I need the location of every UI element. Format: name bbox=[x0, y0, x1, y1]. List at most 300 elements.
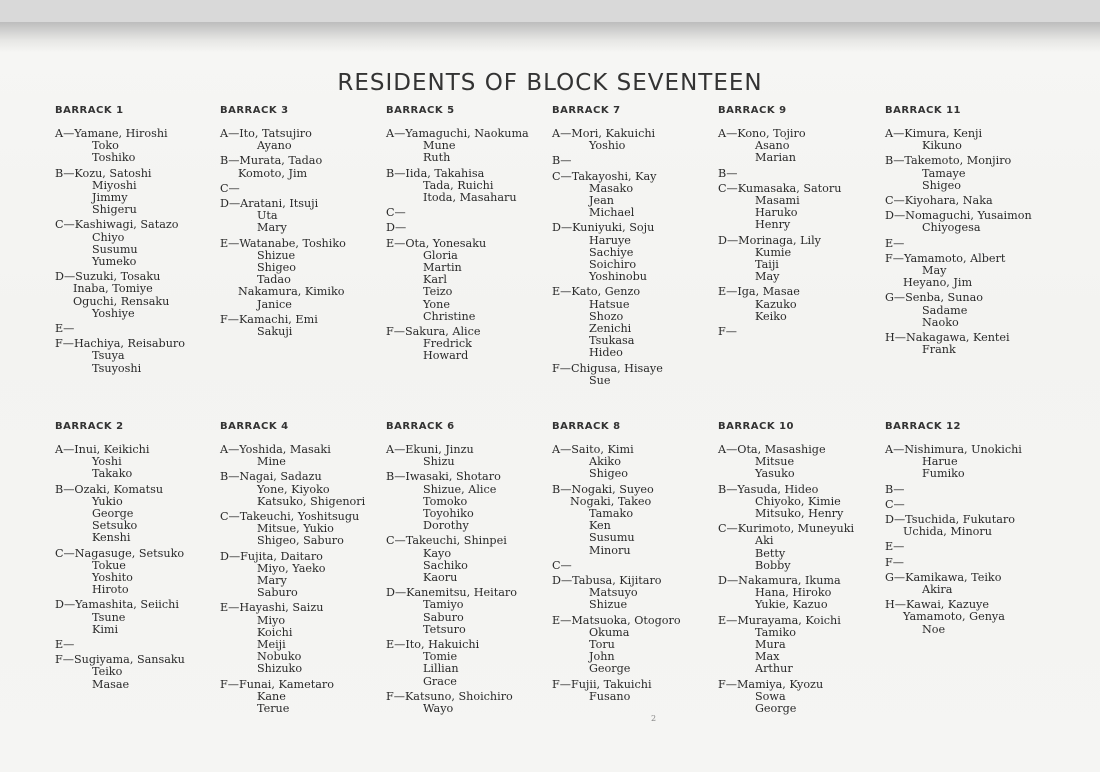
barrack-block bbox=[552, 105, 722, 390]
page-mark: 2 bbox=[651, 714, 657, 723]
resident-name: Zenichi bbox=[589, 322, 632, 336]
resident-name: Chiyoko, Kimie bbox=[755, 494, 841, 508]
resident-name: Harue bbox=[922, 455, 958, 469]
resident-name: Naoko bbox=[922, 315, 959, 329]
resident-name: Kikuno bbox=[922, 139, 962, 153]
resident-name: May bbox=[755, 270, 780, 284]
apartment-head: G—Kamikawa, Teiko bbox=[885, 570, 1002, 584]
apartment-entry bbox=[885, 195, 1055, 207]
apartment-head: F—Mamiya, Kyozu bbox=[718, 677, 824, 691]
apartment-entry bbox=[552, 222, 722, 283]
apartment-head: E—Kato, Genzo bbox=[552, 285, 641, 299]
resident-name: Sue bbox=[589, 373, 611, 387]
apartment-entry bbox=[386, 691, 556, 715]
apartment-head: D—Nakamura, Ikuma bbox=[718, 574, 841, 588]
apartment-entry bbox=[718, 484, 888, 521]
resident-name: Yoshinobu bbox=[589, 270, 647, 284]
apartment-head: B—Iwasaki, Shotaro bbox=[386, 470, 501, 484]
resident-name: Susumu bbox=[92, 242, 138, 256]
barrack-heading: BARRACK 2 bbox=[55, 421, 124, 432]
apartment-head: A—Ota, Masashige bbox=[718, 443, 826, 456]
apartment-entry bbox=[220, 238, 390, 311]
apartment-entry bbox=[885, 155, 1055, 192]
apartment-entry bbox=[885, 210, 1055, 234]
apartment-entry bbox=[718, 575, 888, 612]
barrack-block bbox=[220, 105, 390, 341]
resident-name: Marian bbox=[755, 151, 796, 165]
apartment-entry bbox=[220, 602, 390, 675]
apartment-head: B— bbox=[885, 482, 905, 496]
barrack-block bbox=[885, 105, 1055, 359]
apartment-entry bbox=[386, 222, 556, 234]
resident-surname-line: Yamamoto, Genya bbox=[903, 610, 1005, 624]
resident-name: George bbox=[589, 662, 631, 676]
resident-name: Tamako bbox=[589, 507, 634, 521]
barrack-heading: BARRACK 6 bbox=[386, 421, 455, 432]
resident-name: Tetsuro bbox=[423, 622, 466, 636]
apartment-head: D—Tsuchida, Fukutaro bbox=[885, 513, 1015, 527]
apartment-entry bbox=[552, 484, 722, 557]
apartment-entry bbox=[718, 615, 888, 676]
resident-surname-line: Komoto, Jim bbox=[238, 166, 308, 180]
resident-name: Tamiyo bbox=[423, 598, 464, 612]
resident-name: Mitsuko, Henry bbox=[755, 507, 844, 521]
apartment-head: C—Kashiwagi, Satazo bbox=[55, 218, 179, 232]
resident-name: Toko bbox=[92, 139, 119, 153]
apartment-head: F—Yamamoto, Albert bbox=[885, 251, 1006, 265]
resident-name: Takako bbox=[92, 467, 133, 481]
apartment-entry bbox=[386, 639, 556, 688]
resident-name: Betty bbox=[755, 546, 786, 560]
resident-name: Mura bbox=[755, 638, 786, 652]
apartment-entry bbox=[885, 484, 1055, 496]
resident-name: Masako bbox=[589, 181, 634, 195]
apartment-entry bbox=[220, 128, 390, 152]
resident-name: Shigeo bbox=[922, 178, 961, 192]
resident-name: May bbox=[922, 264, 947, 278]
apartment-head: A—Nishimura, Unokichi bbox=[885, 443, 1022, 456]
resident-name: Nobuko bbox=[257, 650, 302, 664]
barrack-block bbox=[55, 105, 225, 378]
apartment-head: D—Yamashita, Seiichi bbox=[55, 598, 179, 612]
apartment-entry bbox=[552, 155, 722, 167]
resident-name: Wayo bbox=[423, 702, 454, 716]
resident-name: Tsukasa bbox=[589, 334, 635, 348]
apartment-entry bbox=[552, 171, 722, 220]
apartment-head: C—Kiyohara, Naka bbox=[885, 194, 993, 208]
resident-name: Sachiye bbox=[589, 245, 634, 259]
resident-name: Yumeko bbox=[92, 255, 137, 269]
apartment-head: B—Murata, Tadao bbox=[220, 154, 323, 168]
resident-name: Haruko bbox=[755, 206, 798, 220]
apartment-head: D—Aratani, Itsuji bbox=[220, 197, 319, 211]
resident-name: Dorothy bbox=[423, 519, 469, 533]
apartment-entry bbox=[718, 183, 888, 232]
apartment-entry bbox=[386, 207, 556, 219]
apartment-entry bbox=[718, 326, 888, 338]
resident-name: Janice bbox=[257, 297, 292, 311]
apartment-head: C— bbox=[386, 206, 406, 220]
apartment-head: C— bbox=[552, 558, 572, 572]
apartment-entry bbox=[718, 128, 888, 165]
barrack-heading: BARRACK 3 bbox=[220, 105, 289, 116]
apartment-head: E—Watanabe, Toshiko bbox=[220, 236, 346, 250]
resident-name: Jean bbox=[589, 194, 614, 208]
apartment-head: D—Suzuki, Tosaku bbox=[55, 270, 161, 284]
resident-name: Taiji bbox=[755, 258, 779, 272]
barrack-heading: BARRACK 9 bbox=[718, 105, 787, 116]
apartment-head: E— bbox=[885, 236, 905, 250]
resident-name: Terue bbox=[257, 702, 290, 716]
apartment-head: F—Sugiyama, Sansaku bbox=[55, 653, 185, 667]
apartment-entry bbox=[885, 599, 1055, 636]
resident-name: Shigeo, Saburo bbox=[257, 534, 344, 548]
apartment-head: G—Senba, Sunao bbox=[885, 291, 984, 305]
apartment-head: B— bbox=[718, 166, 738, 180]
apartment-entry bbox=[55, 271, 225, 320]
apartment-head: B—Nogaki, Suyeo bbox=[552, 482, 654, 496]
resident-name: Mitsue bbox=[755, 455, 795, 469]
resident-name: Howard bbox=[423, 349, 469, 363]
resident-name: Kimi bbox=[92, 622, 119, 636]
barrack-block bbox=[55, 421, 225, 694]
apartment-entry bbox=[718, 523, 888, 572]
apartment-entry bbox=[55, 484, 225, 545]
apartment-head: F—Hachiya, Reisaburo bbox=[55, 337, 186, 351]
barrack-heading: BARRACK 8 bbox=[552, 421, 621, 432]
apartment-head: F— bbox=[718, 325, 737, 339]
apartment-head: F—Funai, Kametaro bbox=[220, 677, 334, 691]
barrack-heading: BARRACK 5 bbox=[386, 105, 455, 116]
resident-name: Yukio bbox=[92, 494, 123, 508]
apartment-entry bbox=[718, 235, 888, 284]
barrack-heading: BARRACK 7 bbox=[552, 105, 621, 116]
apartment-head: D—Fujita, Daitaro bbox=[220, 549, 323, 563]
apartment-head: D—Tabusa, Kijitaro bbox=[552, 574, 662, 588]
apartment-head: C— bbox=[220, 181, 240, 195]
resident-name: Chiyo bbox=[92, 230, 125, 244]
apartment-head: E—Hayashi, Saizu bbox=[220, 601, 324, 615]
apartment-head: E— bbox=[885, 540, 905, 554]
apartment-entry bbox=[718, 679, 888, 716]
apartment-entry bbox=[885, 128, 1055, 152]
resident-name: Ruth bbox=[423, 151, 451, 165]
apartment-entry bbox=[55, 338, 225, 375]
resident-surname-line: Inaba, Tomiye bbox=[73, 282, 153, 296]
apartment-entry bbox=[552, 286, 722, 359]
apartment-entry bbox=[885, 238, 1055, 250]
resident-name: Tsune bbox=[92, 610, 126, 624]
apartment-entry bbox=[552, 615, 722, 676]
apartment-head: E—Murayama, Koichi bbox=[718, 613, 841, 627]
resident-name: Miyo bbox=[257, 613, 286, 627]
apartment-entry bbox=[885, 499, 1055, 511]
resident-name: Hideo bbox=[589, 346, 623, 360]
barrack-block bbox=[386, 421, 556, 718]
apartment-head: D—Kanemitsu, Heitaro bbox=[386, 586, 517, 600]
resident-name: Arthur bbox=[755, 662, 793, 676]
resident-name: Kane bbox=[257, 689, 286, 703]
resident-name: Yoshiye bbox=[92, 306, 135, 320]
apartment-entry bbox=[55, 548, 225, 597]
resident-name: Yone, Kiyoko bbox=[257, 482, 330, 496]
apartment-head: F— bbox=[885, 555, 904, 569]
resident-name: Mine bbox=[257, 455, 286, 469]
apartment-entry bbox=[386, 444, 556, 468]
resident-name: Christine bbox=[423, 309, 476, 323]
resident-name: Ken bbox=[589, 519, 611, 533]
apartment-entry bbox=[55, 323, 225, 335]
barrack-heading: BARRACK 12 bbox=[885, 421, 961, 432]
resident-name: Fumiko bbox=[922, 467, 965, 481]
apartment-entry bbox=[552, 128, 722, 152]
apartment-entry bbox=[552, 444, 722, 481]
resident-name: Tsuya bbox=[92, 349, 125, 363]
resident-name: Yukie, Kazuo bbox=[755, 598, 828, 612]
resident-name: Shizue bbox=[257, 248, 296, 262]
apartment-entry bbox=[386, 471, 556, 532]
resident-name: Yoshi bbox=[92, 455, 122, 469]
resident-name: Kayo bbox=[423, 546, 452, 560]
resident-name: Tomie bbox=[423, 650, 458, 664]
apartment-entry bbox=[386, 326, 556, 363]
resident-name: Noe bbox=[922, 622, 946, 636]
barrack-block bbox=[718, 105, 888, 341]
resident-name: Kazuko bbox=[755, 297, 797, 311]
apartment-head: A—Mori, Kakuichi bbox=[552, 127, 656, 140]
apartment-entry bbox=[55, 168, 225, 217]
apartment-entry bbox=[55, 599, 225, 636]
apartment-entry bbox=[55, 219, 225, 268]
apartment-head: A—Kono, Tojiro bbox=[718, 127, 806, 140]
apartment-head: D—Kuniyuki, Soju bbox=[552, 221, 655, 235]
apartment-head: F—Kamachi, Emi bbox=[220, 312, 318, 326]
resident-name: Shigeru bbox=[92, 203, 137, 217]
resident-name: Uta bbox=[257, 209, 278, 223]
apartment-head: F—Katsuno, Shoichiro bbox=[386, 689, 513, 703]
resident-surname-line: Oguchi, Rensaku bbox=[73, 294, 170, 308]
resident-name: Grace bbox=[423, 674, 457, 688]
barrack-heading: BARRACK 11 bbox=[885, 105, 961, 116]
resident-name: Toyohiko bbox=[423, 507, 474, 521]
apartment-entry bbox=[885, 292, 1055, 329]
resident-name: George bbox=[92, 507, 134, 521]
resident-name: Keiko bbox=[755, 309, 787, 323]
apartment-head: B—Iida, Takahisa bbox=[386, 166, 485, 180]
apartment-entry bbox=[55, 654, 225, 691]
apartment-head: A—Yamane, Hiroshi bbox=[55, 127, 168, 140]
resident-name: Fredrick bbox=[423, 337, 472, 351]
apartment-head: A—Yamaguchi, Naokuma bbox=[386, 127, 529, 140]
resident-name: Okuma bbox=[589, 625, 630, 639]
resident-name: Teizo bbox=[423, 285, 453, 299]
resident-name: Tada, Ruichi bbox=[423, 178, 494, 192]
resident-name: Hana, Hiroko bbox=[755, 586, 832, 600]
resident-name: Sachiko bbox=[423, 558, 468, 572]
resident-name: Tamaye bbox=[922, 166, 966, 180]
apartment-entry bbox=[885, 514, 1055, 538]
barrack-heading: BARRACK 10 bbox=[718, 421, 794, 432]
resident-name: Miyoshi bbox=[92, 178, 137, 192]
resident-name: Sakuji bbox=[257, 325, 293, 339]
apartment-head: A—Inui, Keikichi bbox=[55, 443, 150, 456]
apartment-entry bbox=[885, 253, 1055, 290]
barrack-block bbox=[220, 421, 390, 718]
barrack-block bbox=[386, 105, 556, 366]
apartment-entry bbox=[552, 679, 722, 703]
apartment-entry bbox=[55, 639, 225, 651]
apartment-entry bbox=[885, 332, 1055, 356]
resident-name: Saburo bbox=[423, 610, 464, 624]
page-title: RESIDENTS OF BLOCK SEVENTEEN bbox=[337, 70, 763, 96]
resident-name: Ayano bbox=[257, 139, 292, 153]
apartment-head: A—Yoshida, Masaki bbox=[220, 443, 331, 456]
apartment-head: C—Nagasuge, Setsuko bbox=[55, 546, 185, 560]
apartment-entry bbox=[55, 128, 225, 165]
resident-name: Shizu bbox=[423, 455, 455, 469]
resident-name: Itoda, Masaharu bbox=[423, 191, 517, 205]
apartment-head: E—Iga, Masae bbox=[718, 285, 800, 299]
resident-name: Teiko bbox=[92, 665, 123, 679]
barrack-block bbox=[885, 421, 1055, 639]
resident-name: Tamiko bbox=[755, 625, 796, 639]
apartment-head: F—Sakura, Alice bbox=[386, 325, 481, 339]
resident-name: Henry bbox=[755, 218, 791, 232]
resident-name: Sowa bbox=[755, 689, 786, 703]
apartment-head: H—Nakagawa, Kentei bbox=[885, 331, 1010, 345]
apartment-head: D— bbox=[386, 221, 407, 235]
apartment-entry bbox=[220, 679, 390, 716]
apartment-head: H—Kawai, Kazuye bbox=[885, 598, 989, 612]
apartment-entry bbox=[386, 238, 556, 323]
resident-name: Bobby bbox=[755, 558, 791, 572]
resident-name: Shigeo bbox=[257, 261, 296, 275]
resident-name: Lillian bbox=[423, 662, 459, 676]
apartment-entry bbox=[220, 551, 390, 600]
resident-name: Yoshio bbox=[589, 139, 626, 153]
apartment-head: E—Ito, Hakuichi bbox=[386, 638, 480, 652]
apartment-head: F—Chigusa, Hisaye bbox=[552, 361, 663, 375]
resident-name: Tokue bbox=[92, 558, 126, 572]
apartment-head: A—Saito, Kimi bbox=[552, 443, 634, 456]
resident-name: Hiroto bbox=[92, 583, 129, 597]
resident-name: Shizuko bbox=[257, 662, 303, 676]
resident-name: Asano bbox=[755, 139, 790, 153]
resident-name: Mitsue, Yukio bbox=[257, 522, 334, 536]
resident-surname-line: Heyano, Jim bbox=[903, 276, 973, 290]
apartment-entry bbox=[220, 314, 390, 338]
apartment-head: E— bbox=[55, 638, 75, 652]
resident-name: Shizue bbox=[589, 598, 628, 612]
apartment-entry bbox=[885, 572, 1055, 596]
apartment-head: B—Takemoto, Monjiro bbox=[885, 154, 1012, 168]
resident-name: Toshiko bbox=[92, 151, 136, 165]
apartment-head: C—Kumasaka, Satoru bbox=[718, 181, 842, 195]
resident-name: George bbox=[755, 702, 797, 716]
apartment-head: E— bbox=[55, 322, 75, 336]
apartment-head: C—Takeuchi, Yoshitsugu bbox=[220, 510, 360, 524]
resident-name: Koichi bbox=[257, 625, 293, 639]
apartment-head: D—Nomaguchi, Yusaimon bbox=[885, 209, 1032, 223]
apartment-entry bbox=[552, 575, 722, 612]
barrack-block bbox=[718, 421, 888, 718]
apartment-head: A—Ito, Tatsujiro bbox=[220, 127, 312, 140]
resident-name: Kumie bbox=[755, 245, 792, 259]
resident-name: Masami bbox=[755, 194, 800, 208]
resident-surname-line: Nogaki, Takeo bbox=[570, 494, 652, 508]
resident-name: Sadame bbox=[922, 303, 968, 317]
resident-name: Matsuyo bbox=[589, 586, 638, 600]
resident-name: Tadao bbox=[257, 273, 291, 287]
apartment-head: B—Kozu, Satoshi bbox=[55, 166, 152, 180]
resident-name: John bbox=[589, 650, 615, 664]
apartment-entry bbox=[220, 183, 390, 195]
apartment-entry bbox=[386, 587, 556, 636]
apartment-head: B—Yasuda, Hideo bbox=[718, 482, 819, 496]
apartment-entry bbox=[220, 198, 390, 235]
resident-name: Yone bbox=[423, 297, 450, 311]
resident-name: Miyo, Yaeko bbox=[257, 561, 326, 575]
resident-name: Tomoko bbox=[423, 494, 468, 508]
resident-name: Shizue, Alice bbox=[423, 482, 497, 496]
resident-name: Shozo bbox=[589, 309, 624, 323]
barrack-block bbox=[552, 421, 722, 706]
resident-name: Jimmy bbox=[92, 191, 128, 205]
apartment-entry bbox=[552, 560, 722, 572]
resident-name: Saburo bbox=[257, 586, 298, 600]
resident-name: Yoshito bbox=[92, 571, 133, 585]
resident-name: Akiko bbox=[589, 455, 621, 469]
apartment-head: B— bbox=[552, 154, 572, 168]
apartment-entry bbox=[885, 541, 1055, 553]
resident-name: Minoru bbox=[589, 543, 631, 557]
resident-name: Hatsue bbox=[589, 297, 630, 311]
apartment-head: A—Ekuni, Jinzu bbox=[386, 443, 474, 456]
resident-name: Fusano bbox=[589, 689, 631, 703]
resident-name: Setsuko bbox=[92, 519, 138, 533]
page-fold-shadow bbox=[0, 22, 1100, 52]
apartment-entry bbox=[718, 286, 888, 323]
apartment-head: F—Fujii, Takuichi bbox=[552, 677, 652, 691]
resident-name: Michael bbox=[589, 206, 635, 220]
resident-name: Shigeo bbox=[589, 467, 628, 481]
resident-name: Gloria bbox=[423, 248, 458, 262]
resident-name: Kenshi bbox=[92, 531, 131, 545]
resident-name: Soichiro bbox=[589, 258, 637, 272]
resident-name: Tsuyoshi bbox=[92, 361, 142, 375]
apartment-head: E—Ota, Yonesaku bbox=[386, 236, 487, 250]
resident-name: Mary bbox=[257, 574, 287, 588]
resident-name: Katsuko, Shigenori bbox=[257, 494, 366, 508]
apartment-entry bbox=[885, 444, 1055, 481]
apartment-entry bbox=[885, 557, 1055, 569]
resident-name: Susumu bbox=[589, 531, 635, 545]
resident-name: Yasuko bbox=[755, 467, 795, 481]
apartment-head: C—Kurimoto, Muneyuki bbox=[718, 522, 855, 536]
resident-name: Haruye bbox=[589, 233, 631, 247]
resident-name: Toru bbox=[589, 638, 615, 652]
resident-name: Frank bbox=[922, 343, 956, 357]
resident-name: Mary bbox=[257, 221, 287, 235]
resident-name: Chiyogesa bbox=[922, 221, 981, 235]
resident-name: Mune bbox=[423, 139, 456, 153]
apartment-head: E—Matsuoka, Otogoro bbox=[552, 613, 681, 627]
apartment-entry bbox=[220, 511, 390, 548]
resident-name: Kaoru bbox=[423, 571, 458, 585]
resident-name: Max bbox=[755, 650, 780, 664]
apartment-head: B—Nagai, Sadazu bbox=[220, 470, 322, 484]
apartment-entry bbox=[386, 128, 556, 165]
